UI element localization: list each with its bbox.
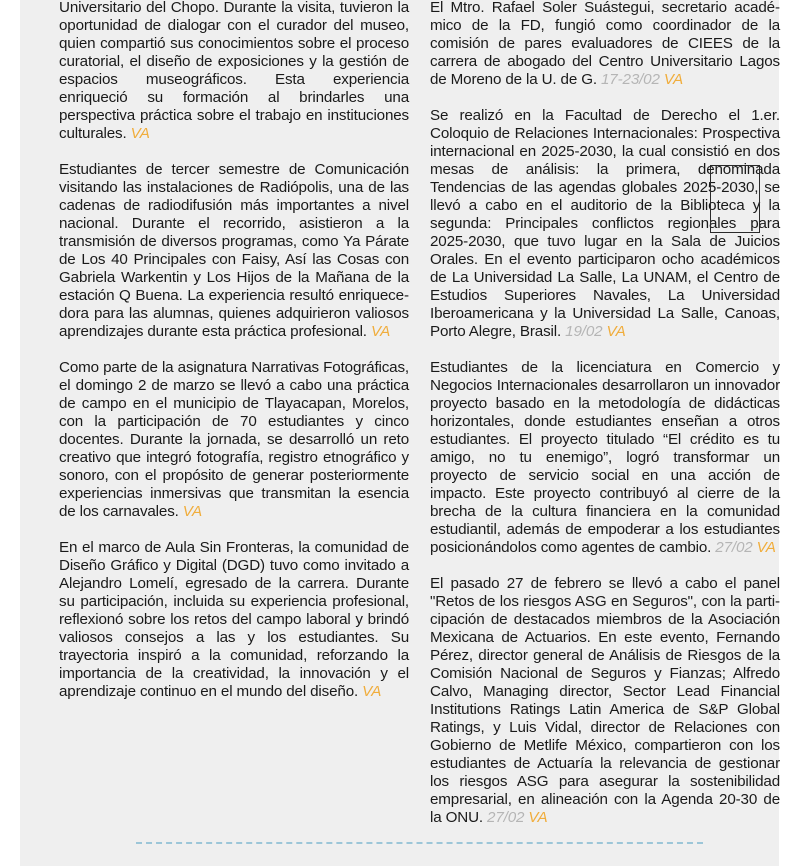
author-signature: VA <box>182 503 202 520</box>
author-signature: VA <box>130 125 150 142</box>
news-date: 27/02 <box>487 809 525 826</box>
author-signature: VA <box>756 539 776 556</box>
news-date: 27/02 <box>715 539 753 556</box>
news-body: Se realizó en la Facultad de Derecho el 1.er. Coloquio de Relaciones Internacionales: Prospectiva internacional en 2025-2030, la cual consistió en dos mesas de análisis: la primera, denominada Tendencias de las agendas globales 2025-2030, se llevó a cabo en el auditorio de la Biblioteca y la segunda: Principales conflictos regionales para 2025-2030, que tuvo lugar en la Sala de Juicios Orales. En el evento participaron ocho académicos de La Universidad La Salle, La UNAM, el Centro de Estudios Superiores Navales, La Universidad Iberoamericana y la Universidad La Salle, Canoas, Porto Alegre, Brasil. <box>430 107 780 340</box>
author-signature: VA <box>663 71 683 88</box>
right-column <box>430 0 780 845</box>
news-date: 17-23/02 <box>601 71 660 88</box>
author-signature: VA <box>606 323 626 340</box>
news-body: El Mtro. Rafael Soler Suástegui, secretario académico de la FD, fungió como coordinador de la comisión de pares evaluadores de CIEES de la carrera de abogado del Centro Universitario Lagos de Moreno de la U. de G. <box>430 0 780 88</box>
newsletter-page <box>20 0 779 866</box>
author-signature: VA <box>362 683 382 700</box>
news-body: En el marco de Aula Sin Fronteras, la comunidad de Diseño Gráfico y Digital (DGD) tuvo como invitado a Alejandro Lomelí, egresado de la carrera. Durante su participación, incluida su experiencia profesional, reflexionó sobre los retos del campo laboral y brindó valiosos consejos a las y los estudiantes. Su trayectoria inspiró a la comunidad, reforzando la importancia de la creatividad, la innovación y el aprendizaje continuo en el mundo del diseño. <box>59 539 409 700</box>
news-item-panel-riesgos-asg <box>430 575 780 827</box>
news-item-ciees-evaluation <box>430 0 780 89</box>
news-body: El pasado 27 de febrero se llevó a cabo el panel "Retos de los riesgos ASG en Seguros", con la participación de destacados miembros de la Asociación Mexicana de Actuarios. En este evento, Fernando Pérez, director general de Análisis de Riesgos de la Comisión Nacional de Seguros y Fianzas; Alfredo Calvo, Managing director, Sector Lead Financial Institutions Ratings Latin America de S&P Global Ratings, y Luis Vidal, director de Relaciones con Gobierno de Metlife México, compartieron con los estudiantes de Actuaría la relevancia de gestionar los riesgos ASG para asegurar la sostenibilidad empresarial, en alineación con la Agenda 20-30 de la ONU. <box>430 575 780 826</box>
news-item-coloquio-relaciones-internacionales <box>430 107 780 341</box>
news-body: Estudiantes de la licenciatura en Comercio y Negocios Internacionales desarrollaron un innovador proyecto basado en la metodología de didácticas horizontales, donde estudiantes enseñan a otros estudiantes. El proyecto titulado “El crédito es tu amigo, no tu enemigo”, logró transformar un proyecto de servicio social en una acción de impacto. Este proyecto contribuyó al cierre de la brecha de la cultura financiera en la comunidad estudiantil, además de empoderar a los estudiantes posicionándolos como agentes de cambio. <box>430 359 780 556</box>
news-body: Universitario del Chopo. Durante la visita, tuvieron la oportunidad de dialogar con el curador del museo, quien compartió sus conocimientos sobre el proceso curatorial, el diseño de exposiciones y la gestión de espacios museográficos. Esta experiencia enriqueció su formación al brindarles una perspectiva práctica sobre el trabajo en instituciones culturales. <box>59 0 409 142</box>
news-body: Estudiantes de tercer semestre de Comunicación visitando las instalaciones de Radiópolis, una de las cadenas de radiodifusión más importantes a nivel nacional. Durante el recorrido, asistieron a la transmisión de diversos programas, como Ya Párate de Los 40 Principales con Faisy, Así las Cosas con Gabriela Warkentin y Los Hijos de la Mañana de la estación Q Buena. La experiencia resultó enriquecedora para las alumnas, quienes adquirieron valiosos aprendizajes durante esta práctica profesional. <box>59 161 409 340</box>
author-signature: VA <box>528 809 548 826</box>
news-item-credito-amigo-project <box>430 359 780 557</box>
news-body: Como parte de la asignatura Narrativas Fotográficas, el domingo 2 de marzo se llevó a cabo una práctica de campo en el municipio de Tlayacapan, Morelos, con la participación de 70 estudiantes y cinco docentes. Durante la jornada, se desarrolló un reto creativo que integró fotografía, registro etnográfico y sonoro, con el propósito de generar posteriormente experiencias inmersivas que transmitan la esencia de los carnavales. <box>59 359 409 520</box>
author-signature: VA <box>370 323 391 340</box>
news-item-radiopolis-visit <box>59 161 409 341</box>
news-item-aula-sin-fronteras <box>59 539 409 701</box>
dashed-divider <box>136 842 703 844</box>
news-item-chopo-museum <box>59 0 409 143</box>
news-item-narrativas-fotograficas <box>59 359 409 521</box>
news-date: 19/02 <box>565 323 603 340</box>
left-column <box>59 0 409 719</box>
